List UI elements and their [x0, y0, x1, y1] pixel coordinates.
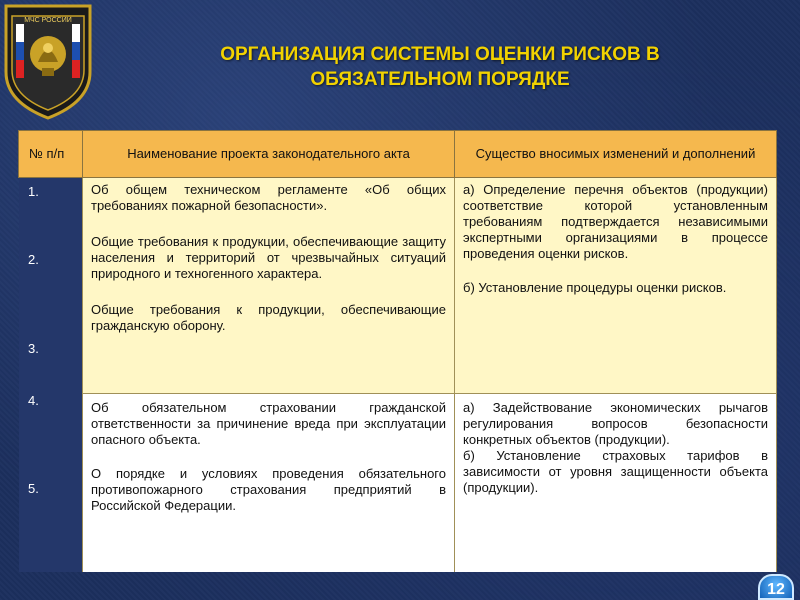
page-title: [150, 42, 730, 92]
slide-number-badge: 12: [758, 574, 794, 600]
acts-cell-group1: [83, 178, 455, 394]
change-1a: а) Определение перечня объектов (продукции) соответствие которой установленным требованиям подтверждается независимыми экспертными организациями в процессе проведения оценки рисков.: [463, 182, 768, 261]
changes-cell-group1: [455, 178, 777, 394]
row-number-2: 2.: [28, 252, 39, 267]
row-number-4: 4.: [28, 393, 39, 408]
act-4: Об обязательном страховании гражданской ответственности за причинение вреда при эксплуатации опасного объекта.: [91, 400, 446, 447]
table-row: [19, 394, 777, 572]
table-row: [19, 178, 777, 394]
header-number: № п/п: [19, 131, 83, 178]
legislation-table: [18, 130, 777, 572]
acts-cell-group2: [83, 394, 455, 572]
emblem-top-text: МЧС РОССИИ: [24, 17, 72, 24]
title-line-2: ОБЯЗАТЕЛЬНОМ ПОРЯДКЕ: [310, 69, 570, 90]
mchs-emblem: [2, 2, 94, 120]
act-3: Общие требования к продукции, обеспечивающие гражданскую оборону.: [91, 302, 446, 333]
row-number-1: 1.: [28, 184, 39, 199]
act-1: Об общем техническом регламенте «Об общих требованиях пожарной безопасности».: [91, 182, 446, 213]
table-header-row: [19, 131, 777, 178]
change-2a: а) Задействование экономических рычагов регулирования вопросов безопасности конкретных объектов (продукции).: [463, 400, 768, 447]
shield-emblem-icon: [2, 2, 94, 120]
act-5: О порядке и условиях проведения обязательного противопожарного страхования предприятий в Российской Федерации.: [91, 466, 446, 513]
act-2: Общие требования к продукции, обеспечивающие защиту населения и территорий от чрезвычайных ситуаций природного и техногенного характера.: [91, 234, 446, 281]
header-essence: Существо вносимых изменений и дополнений: [455, 131, 777, 178]
change-2b: б) Установление страховых тарифов в зависимости от уровня защищенности объекта (продукции).: [463, 448, 768, 495]
row-number-3: 3.: [28, 341, 39, 356]
header-act-name: Наименование проекта законодательного акта: [83, 131, 455, 178]
row-number-5: 5.: [28, 481, 39, 496]
title-line-1: ОРГАНИЗАЦИЯ СИСТЕМЫ ОЦЕНКИ РИСКОВ В: [220, 44, 660, 65]
numbers-cell-group1: [19, 178, 83, 394]
change-1b: б) Установление процедуры оценки рисков.: [463, 280, 727, 295]
changes-cell-group2: [455, 394, 777, 572]
